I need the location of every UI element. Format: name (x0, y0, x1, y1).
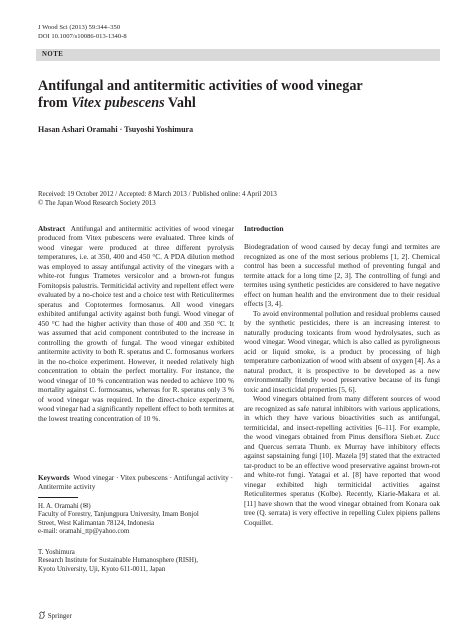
keywords-text: Wood vinegar · Vitex pubescens · Antifungal activity · Antitermite activity (38, 473, 234, 492)
affiliation-email[interactable]: e-mail: oramahi_ttp@yahoo.com (38, 527, 130, 535)
introduction-heading: Introduction (244, 224, 284, 233)
abstract-label: Abstract (38, 224, 66, 233)
springer-horse-icon (38, 611, 46, 619)
article-type-label: NOTE (42, 51, 64, 58)
authors: Hasan Ashari Oramahi · Tsuyoshi Yoshimura (38, 125, 194, 134)
copyright-line: © The Japan Wood Research Society 2013 (38, 200, 156, 207)
affiliation-line: Faculty of Forestry, Tanjungpura University, Imam Bonjol (38, 511, 199, 519)
publisher-name: Springer (47, 612, 72, 620)
title-line-2: from Vitex pubescens Vahl (38, 94, 196, 111)
abstract-text: Antifungal and antitermitic activities of wood vinegar produced from Vitex pubescens were evaluated. Three kinds of wood vinegar were produced at three different pyrolysis temperatures, i.e. at 350, 400 and 450 °C. A PDA dilution method was employed to assay antifungal activity of the vinegars with a white-rot fungus Trametes versicolor and a brown-rot fungus Fomitopsis palustris. Termiticidal activity and repellent effect were evaluated by a no-choice test and a choice test with Reticulitermes speratus and Coptotermes formosanus. All wood vinegars exhibited antifungal activity against both fungi. Wood vinegar of 450 °C had the higher activity than those of 400 and 350 °C. It was assumed that acid component contributed to the increase in controlling the growth of fungal. The wood vinegar exhibited antitermite activity to both R. speratus and C. formosanus workers in the no-choice experiment. However, it needed relatively high concentration to obtain the perfect mortality. For instance, the wood vinegar of 10 % concentration was needed to achieve 100 % mortality against C. formosanus, whereas for R. speratus only 3 % of wood vinegar was required. In the direct-choice experiment, wood vinegar had a significantly repellent effect to both termites at the lowest treating concentration of 10 %. (38, 224, 235, 423)
affiliation-line: Research Institute for Sustainable Humanosphere (RISH), (38, 557, 198, 565)
intro-paragraph: Biodegradation of wood caused by decay fungi and termites are recognized as one of the most serious problems [1, 2]. Chemical control has been a successful method of preventing fungal and termite attack for a long time [2, 3]. The controlling of fungi and termites using synthetic pesticides are considered to have negative effect on human health and the environment due to their residual effects [3, 4]. (244, 242, 440, 309)
article-title (38, 78, 448, 111)
affiliation-name: H. A. Oramahi (✉) (38, 503, 91, 510)
intro-paragraph: Wood vinegars obtained from many different sources of wood are recognized as safe natural inhibitors with various applications, in which they have various bioactivities such as antifungal, termiticidal, and insect-repelling activities [6–11]. For example, the wood vinegars obtained from Pinus densiflora Sieb.et. Zucc and Quercus serrata Thunb. ex Murray have inhibitory effects against sapstaining fungi [10]. Mazela [9] stated that the extracted tar-product to be an effective wood preservative against brown-rot and white-rot fungi. Yatagai et al. [8] have reported that wood vinegar exhibited high termiticidal activities against Reticulitermes speratus (Kolbe). Recently, Kiarie-Makara et al. [11] have shown that the wood vinegar obtained from Konara oak tree (Q. serrata) is very effective in repelling Culex pipiens pallens Coquillet. (244, 394, 440, 527)
dates-line: Received: 19 October 2012 / Accepted: 8 March 2013 / Published online: 4 April 2013 (38, 191, 277, 198)
publisher-logo (38, 611, 72, 620)
intro-paragraph: To avoid environmental pollution and residual problems caused by the synthetic pesticides, there is an increasing interest to naturally producing toxicants from wood hydrolysates, such as wood vinegar. Wood vinegar, which is also called as pyroligneous acid or liquid smoke, is a product by processing of high temperature carbonization of wood with absent of oxygen [4]. As a natural product, it is prospective to be developed as a new environmentally friendly wood preservative because of its fungi toxic and insecticidal properties [5, 6]. (244, 308, 440, 394)
introduction (244, 224, 440, 527)
affiliation-name: T. Yoshimura (38, 549, 75, 556)
affiliation-line: Street, West Kalimantan 78124, Indonesia (38, 519, 155, 527)
affiliation-line: Kyoto University, Uji, Kyoto 611-0011, Japan (38, 565, 166, 573)
keywords-label: Keywords (38, 473, 70, 482)
note-band (36, 49, 440, 61)
affiliation-2 (38, 549, 238, 574)
doi: DOI 10.1007/s10086-013-1340-8 (38, 33, 127, 40)
footnote-rule (38, 497, 78, 498)
title-line-1: Antifungal and antitermitic activities of wood vinegar (38, 78, 363, 94)
keywords (38, 473, 234, 492)
abstract (38, 224, 234, 423)
journal-citation: J Wood Sci (2013) 59:344–350 (38, 24, 121, 31)
affiliation-1 (38, 503, 238, 536)
